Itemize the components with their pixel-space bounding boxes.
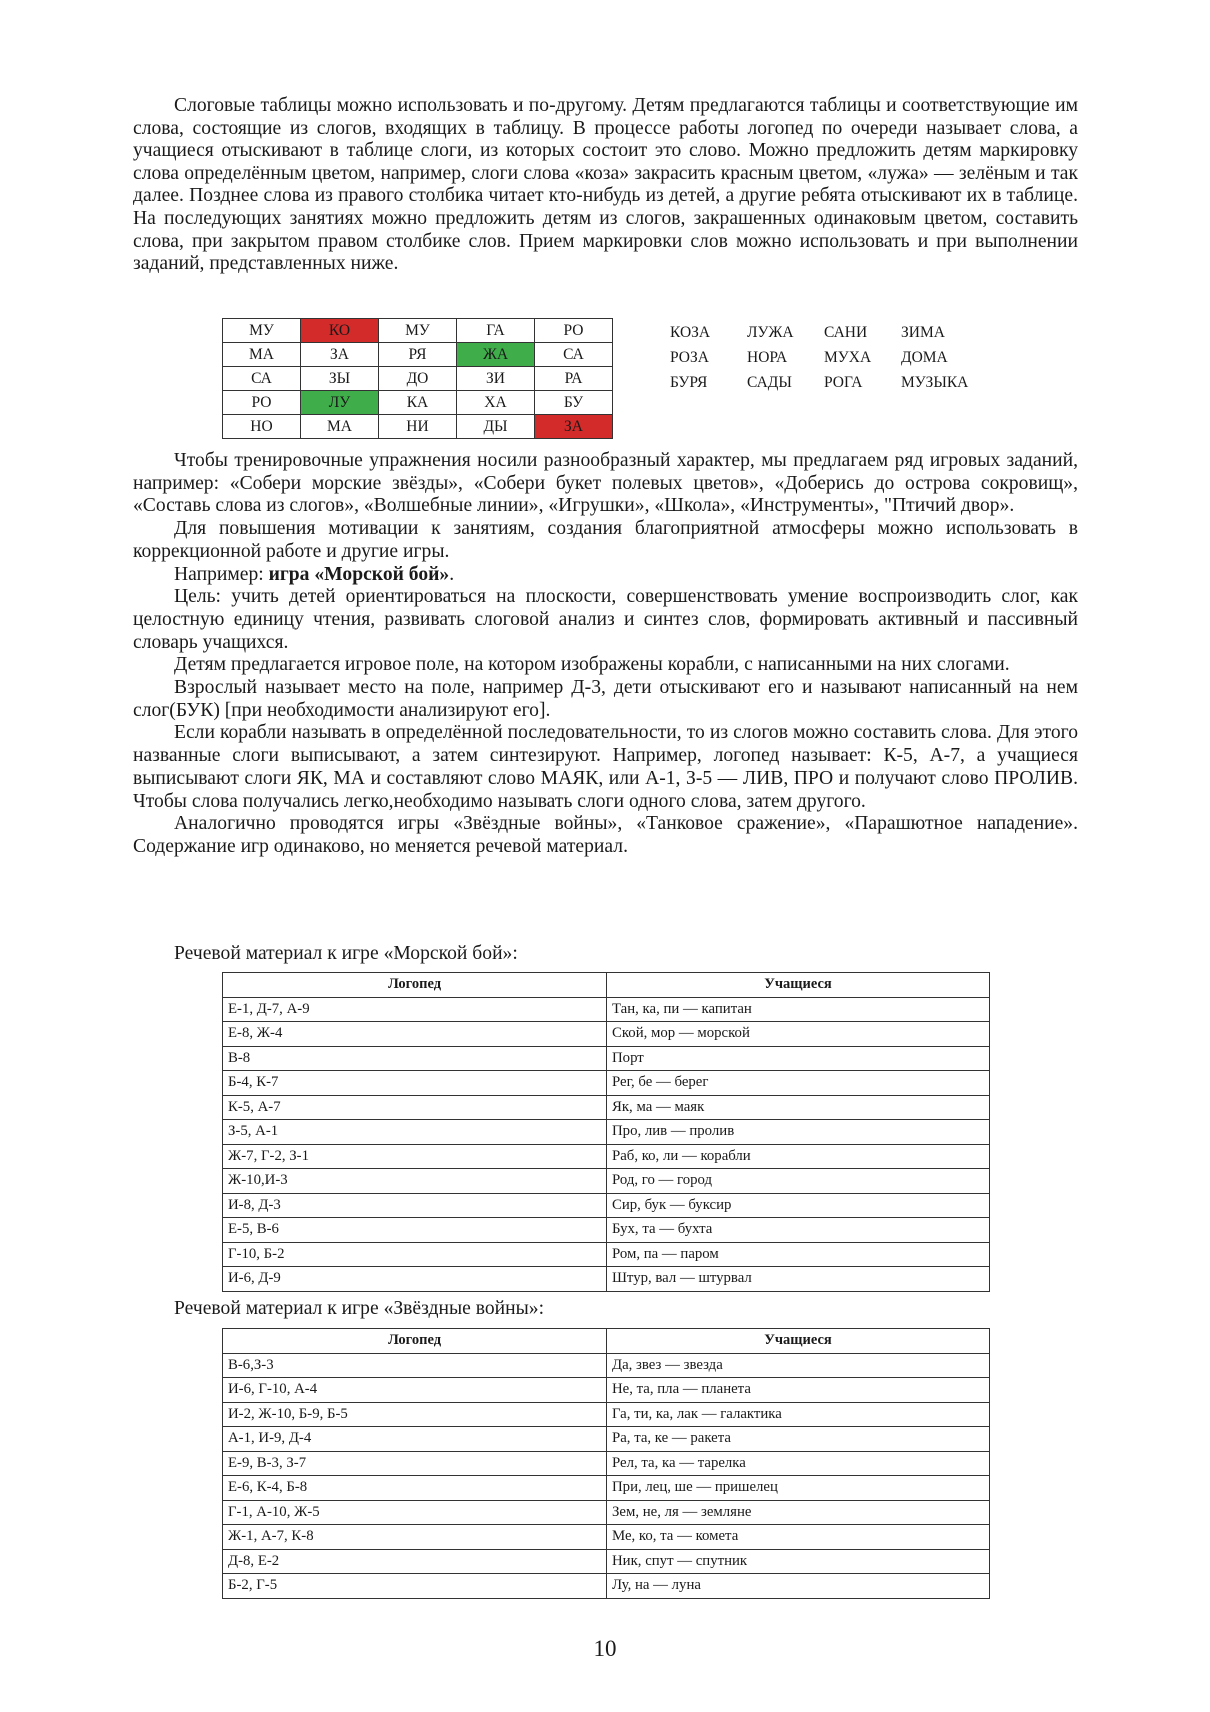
example-prefix: Например: (174, 563, 269, 585)
syllable-cell: МА (223, 343, 301, 367)
table-cell: Ра, та, ке — ракета (607, 1427, 990, 1452)
syllable-cell-green: ЖА (457, 343, 535, 367)
table-cell: Ник, спут — спутник (607, 1549, 990, 1574)
syllable-cell: МА (301, 415, 379, 439)
adult-paragraph: Взрослый называет место на поле, например Д-3, дети отыскивают его и называют написанный на нем слог(БУК) [при необходимости анализируют его]. (133, 677, 1078, 721)
goal-paragraph: Цель: учить детей ориентироваться на плоскости, совершенствовать умение воспроизводить слог, как целостную единицу чтения, развивать слоговой анализ и синтез слов, формировать активный и пассивный словарь учащихся. (133, 586, 1078, 653)
table-cell: Да, звез — звезда (607, 1353, 990, 1378)
table-row (223, 1169, 990, 1194)
table-cell: К-5, А-7 (223, 1095, 607, 1120)
table-cell: Не, та, пла — планета (607, 1378, 990, 1403)
table-cell: Е-9, В-3, З-7 (223, 1451, 607, 1476)
syllable-row (223, 391, 613, 415)
table-cell: И-8, Д-3 (223, 1193, 607, 1218)
table-row (223, 1451, 990, 1476)
table-row (223, 1549, 990, 1574)
table-cell: Зем, не, ля — земляне (607, 1500, 990, 1525)
sea-battle-table (222, 972, 990, 1292)
table-cell: Сир, бук — буксир (607, 1193, 990, 1218)
table-cell: И-2, Ж-10, Б-9, Б-5 (223, 1402, 607, 1427)
word-item: ДОМА (901, 349, 948, 366)
syllable-cell: РА (535, 367, 613, 391)
table-cell: Раб, ко, ли — корабли (607, 1144, 990, 1169)
word-item: МУХА (824, 349, 872, 366)
table-cell: Ж-1, А-7, К-8 (223, 1525, 607, 1550)
table-row (223, 1402, 990, 1427)
syllable-cell: ЗЫ (301, 367, 379, 391)
table-cell: И-6, Д-9 (223, 1267, 607, 1292)
syllable-table-wrapper (222, 318, 613, 439)
table-row (223, 1046, 990, 1071)
table-cell: В-8 (223, 1046, 607, 1071)
syllable-cell: СА (535, 343, 613, 367)
table-row (223, 1500, 990, 1525)
syllable-cell: РЯ (379, 343, 457, 367)
table-row (223, 1476, 990, 1501)
syllable-cell: ДО (379, 367, 457, 391)
word-item: САДЫ (747, 374, 792, 391)
table-header-row (223, 1329, 990, 1354)
table-cell: Ской, мор — морской (607, 1022, 990, 1047)
table-row (223, 1353, 990, 1378)
word-item: САНИ (824, 324, 868, 341)
table-cell: Штур, вал — штурвал (607, 1267, 990, 1292)
star-wars-caption: Речевой материал к игре «Звёздные войны»: (174, 1298, 545, 1319)
table-row (223, 997, 990, 1022)
column-header-logoped: Логопед (223, 1329, 607, 1354)
word-item: КОЗА (670, 324, 711, 341)
table-row (223, 1218, 990, 1243)
table-row (223, 1193, 990, 1218)
table-row (223, 1574, 990, 1599)
syllable-cell: ЗА (301, 343, 379, 367)
word-item: БУРЯ (670, 374, 708, 391)
word-list-row (670, 370, 978, 395)
column-header-logoped: Логопед (223, 973, 607, 998)
word-list-row (670, 320, 978, 345)
table-cell: Ж-10,И-3 (223, 1169, 607, 1194)
word-item: РОГА (824, 374, 863, 391)
table-cell: Б-4, К-7 (223, 1071, 607, 1096)
table-cell: Е-8, Ж-4 (223, 1022, 607, 1047)
table-cell: Рел, та, ка — тарелка (607, 1451, 990, 1476)
intro-text (133, 95, 1078, 276)
ships-paragraph: Если корабли называть в определённой последовательности, то из слогов можно составить слова. Для этого названные слоги выписывают, а затем синтезируют. Например, логопед называет: К-5, А-7, а учащиеся выписывают слоги ЯК, МА и составляют слово МАЯК, или А-1, З-5 — ЛИВ, ПРО и получают слово ПРОЛИВ. Чтобы слова получались легко,необходимо называть слоги одного слова, затем другого. (133, 722, 1078, 812)
syllable-row (223, 343, 613, 367)
word-list (670, 320, 978, 395)
table-cell: Е-6, К-4, Б-8 (223, 1476, 607, 1501)
syllable-cell: ЗИ (457, 367, 535, 391)
syllable-cell-red: ЗА (535, 415, 613, 439)
syllable-cell: СА (223, 367, 301, 391)
syllable-cell: НО (223, 415, 301, 439)
table-cell: Лу, на — луна (607, 1574, 990, 1599)
table-cell: Ром, па — паром (607, 1242, 990, 1267)
table-cell: Б-2, Г-5 (223, 1574, 607, 1599)
syllable-cell: МУ (379, 319, 457, 343)
table-row (223, 1022, 990, 1047)
syllable-cell-green: ЛУ (301, 391, 379, 415)
word-item: ЛУЖА (747, 324, 794, 341)
table-cell: Ме, ко, та — комета (607, 1525, 990, 1550)
field-paragraph: Детям предлагается игровое поле, на котором изображены корабли, с написанными на них слогами. (174, 654, 1010, 676)
syllable-cell: ХА (457, 391, 535, 415)
games-text (133, 450, 1078, 859)
table-row (223, 1525, 990, 1550)
word-item: НОРА (747, 349, 788, 366)
table-cell: Г-10, Б-2 (223, 1242, 607, 1267)
games-paragraph: Чтобы тренировочные упражнения носили разнообразный характер, мы предлагаем ряд игровых заданий, например: «Собери морские звёзды», «Собери букет полевых цветов», «Доберись до острова сокровищ», «Составь слова из слогов», «Волшебные линии», «Игрушки», «Школа», «Инструменты», "Птичий двор». (133, 450, 1078, 517)
syllable-cell: ДЫ (457, 415, 535, 439)
table-cell: Ж-7, Г-2, З-1 (223, 1144, 607, 1169)
table-row (223, 1071, 990, 1096)
word-item: РОЗА (670, 349, 709, 366)
syllable-row (223, 367, 613, 391)
syllable-table (222, 318, 613, 439)
table-cell: З-5, А-1 (223, 1120, 607, 1145)
table-cell: Га, ти, ка, лак — галактика (607, 1402, 990, 1427)
table-row (223, 1095, 990, 1120)
syllable-cell: КА (379, 391, 457, 415)
syllable-row (223, 319, 613, 343)
column-header-students: Учащиеся (607, 1329, 990, 1354)
table-cell: В-6,З-3 (223, 1353, 607, 1378)
table-cell: Г-1, А-10, Ж-5 (223, 1500, 607, 1525)
table-row (223, 1267, 990, 1292)
table-row (223, 1120, 990, 1145)
word-item: МУЗЫКА (901, 374, 969, 391)
table-header-row (223, 973, 990, 998)
table-cell: Як, ма — маяк (607, 1095, 990, 1120)
syllable-cell: РО (223, 391, 301, 415)
table-cell: Порт (607, 1046, 990, 1071)
similar-games-paragraph: Аналогично проводятся игры «Звёздные войны», «Танковое сражение», «Парашютное нападение». Содержание игр одинаково, но меняется речевой материал. (133, 813, 1078, 857)
table-cell: Рег, бе — берег (607, 1071, 990, 1096)
example-paragraph (133, 564, 1078, 587)
syllable-row (223, 415, 613, 439)
table-cell: Бух, та — бухта (607, 1218, 990, 1243)
star-wars-table (222, 1328, 990, 1599)
table-cell: Про, лив — пролив (607, 1120, 990, 1145)
syllable-cell: БУ (535, 391, 613, 415)
table-cell: Тан, ка, пи — капитан (607, 997, 990, 1022)
table-cell: Е-5, В-6 (223, 1218, 607, 1243)
syllable-cell: ГА (457, 319, 535, 343)
column-header-students: Учащиеся (607, 973, 990, 998)
syllable-cell: МУ (223, 319, 301, 343)
table-cell: При, лец, ше — пришелец (607, 1476, 990, 1501)
word-item: ЗИМА (901, 324, 945, 341)
table-cell: Род, го — город (607, 1169, 990, 1194)
table-row (223, 1378, 990, 1403)
table-row (223, 1144, 990, 1169)
example-game-name: игра «Морской бой» (268, 563, 450, 585)
page-number: 10 (593, 1636, 617, 1661)
table-row (223, 1242, 990, 1267)
table-row (223, 1427, 990, 1452)
table-cell: А-1, И-9, Д-4 (223, 1427, 607, 1452)
intro-paragraph: Слоговые таблицы можно использовать и по-другому. Детям предлагаются таблицы и соответствующие им слова, состоящие из слогов, входящих в таблицу. В процессе работы логопед по очереди называет слова, а учащиеся отыскивают в таблице слоги, из которых состоит это слово. Можно предложить детям маркировку слова определённым цветом, например, слоги слова «коза» закрасить красным цветом, «лужа» — зелёным и так далее. Позднее слова из правого столбика читает кто-нибудь из детей, а другие ребята отыскивают их в таблице. На последующих занятиях можно предложить детям из слогов, закрашенных одинаковым цветом, составить слова, при закрытом правом столбике слов. Прием маркировки слов можно использовать и при выполнении заданий, представленных ниже. (133, 95, 1078, 275)
sea-battle-caption: Речевой материал к игре «Морской бой»: (174, 943, 518, 964)
table-cell: И-6, Г-10, А-4 (223, 1378, 607, 1403)
table-cell: Е-1, Д-7, А-9 (223, 997, 607, 1022)
syllable-cell: НИ (379, 415, 457, 439)
motivation-paragraph: Для повышения мотивации к занятиям, создания благоприятной атмосферы можно использовать в коррекционной работе и другие игры. (133, 518, 1078, 562)
example-suffix: . (449, 563, 455, 585)
syllable-cell-red: КО (301, 319, 379, 343)
word-list-row (670, 345, 978, 370)
table-cell: Д-8, Е-2 (223, 1549, 607, 1574)
syllable-cell: РО (535, 319, 613, 343)
